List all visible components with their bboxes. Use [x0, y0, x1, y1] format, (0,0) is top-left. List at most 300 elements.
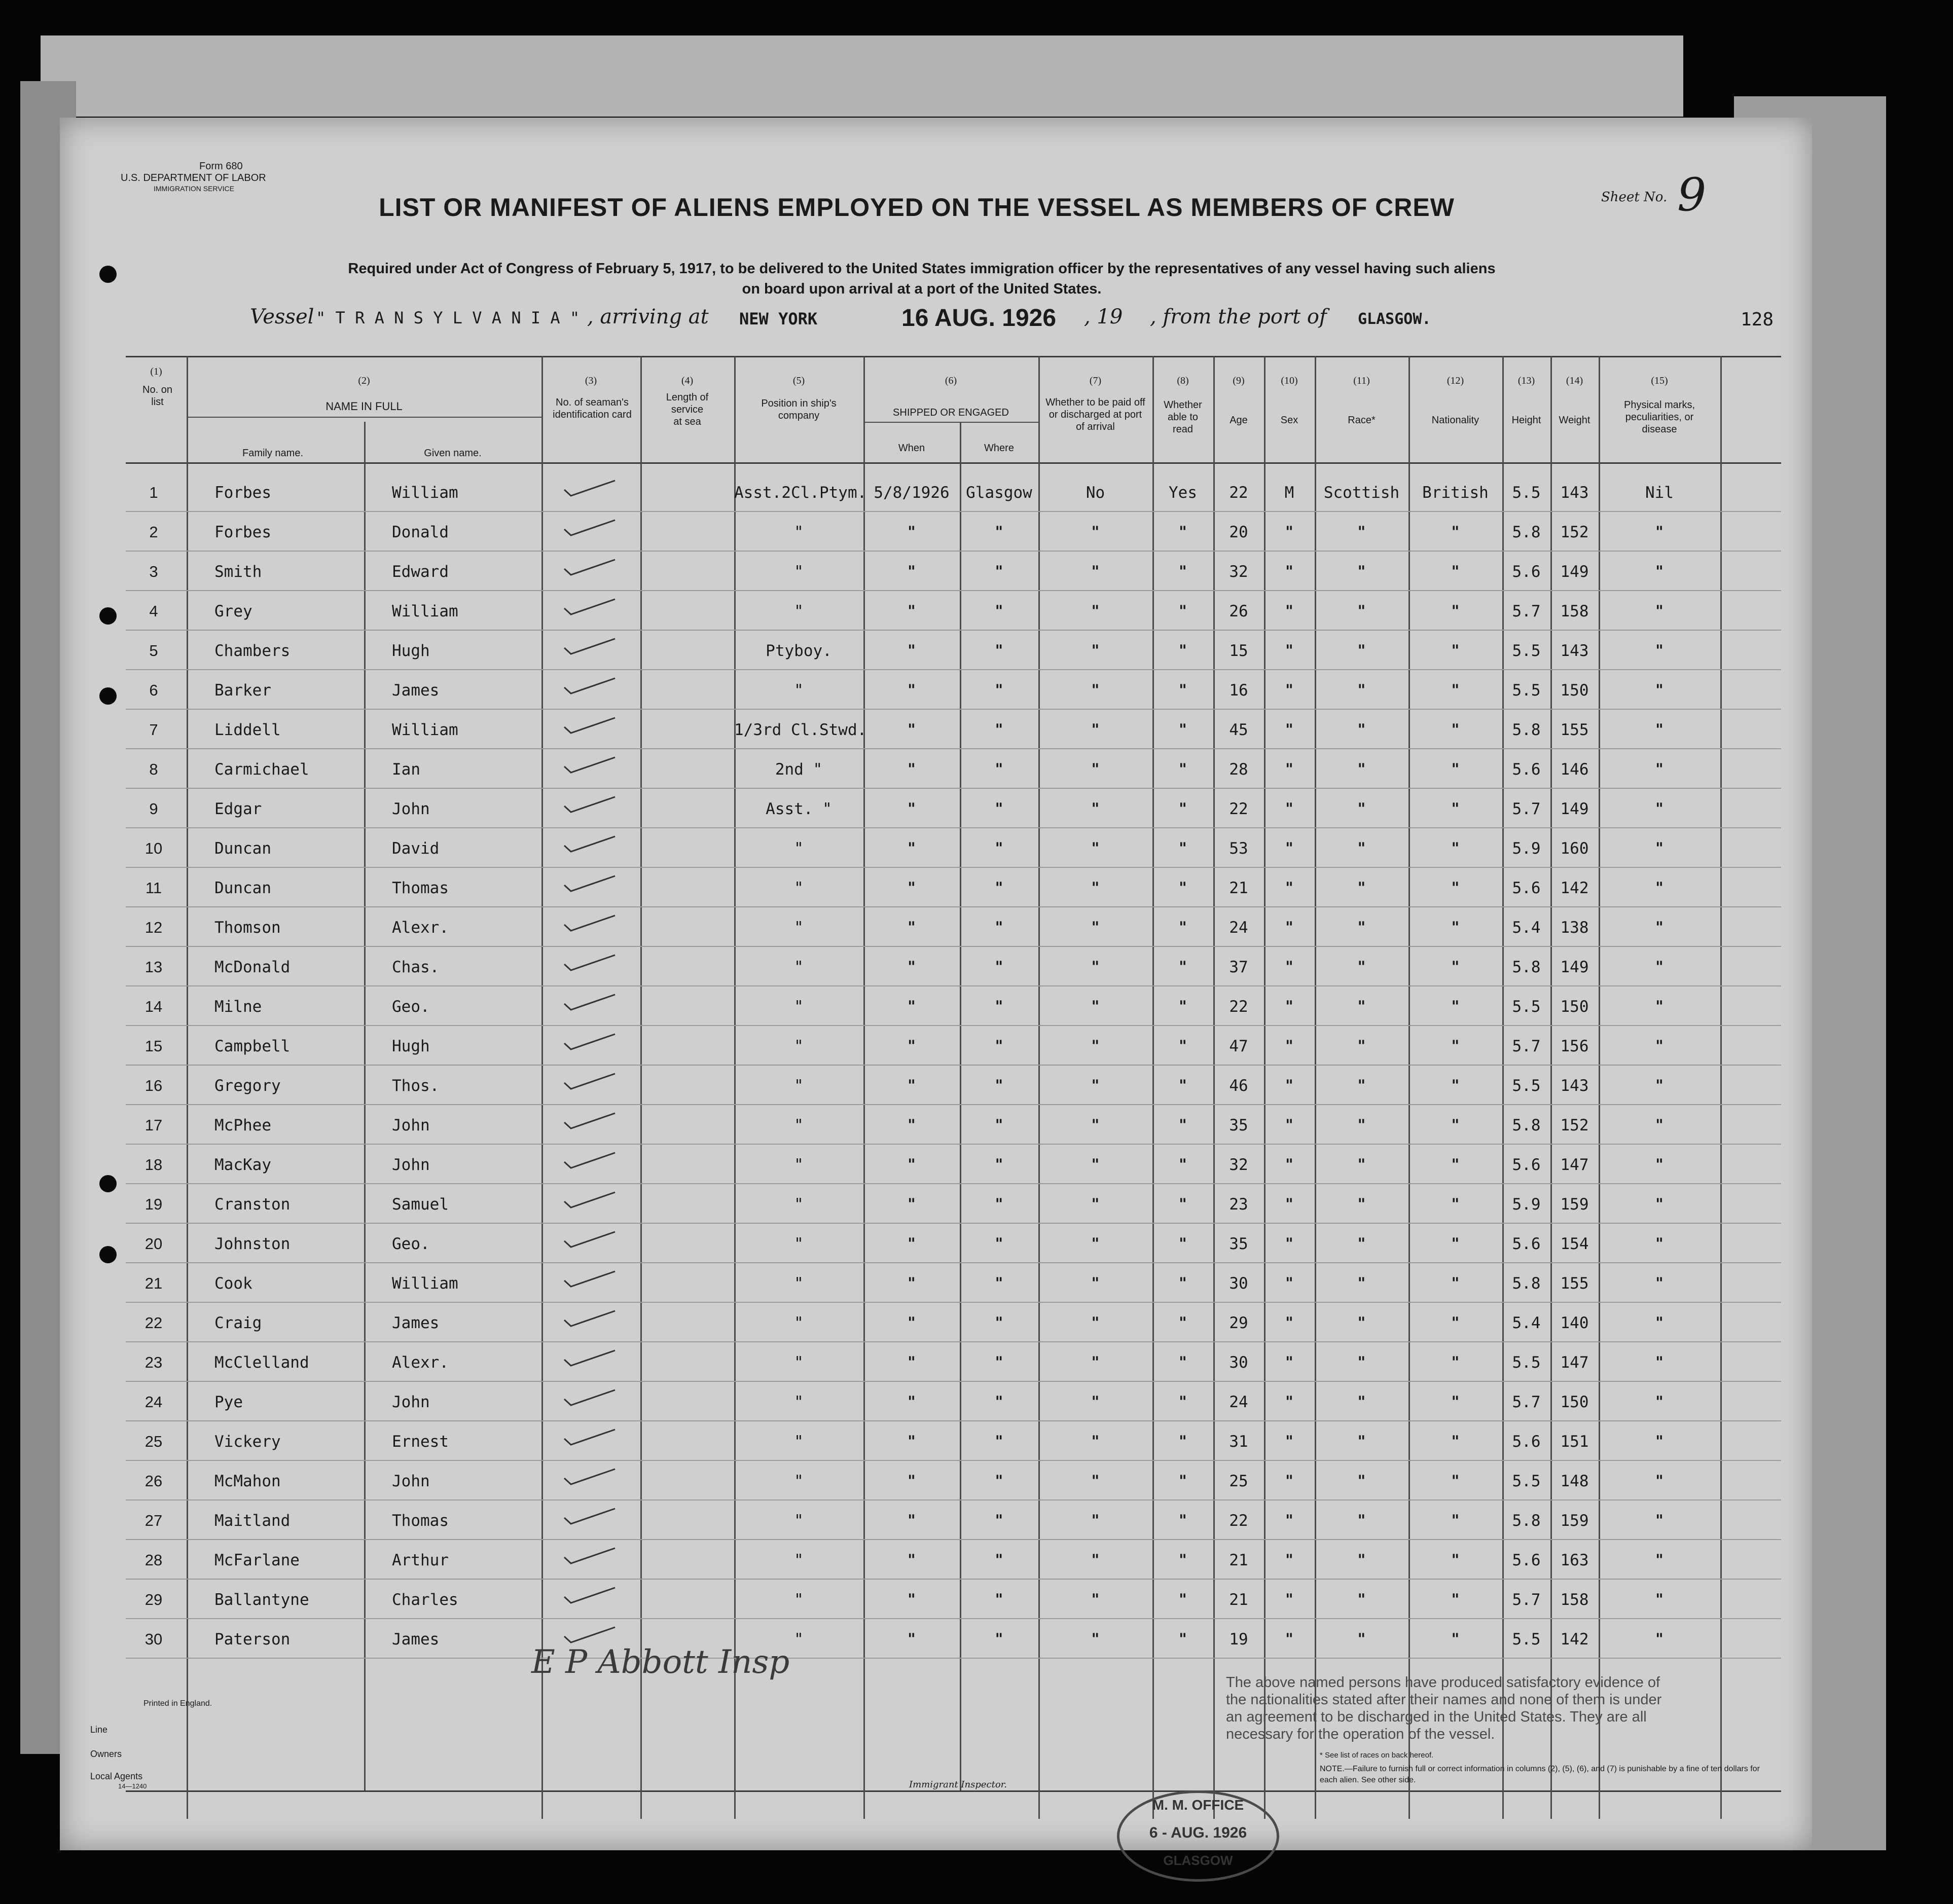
sex: ": [1285, 839, 1293, 857]
table-row: [126, 1105, 1781, 1145]
paid-off: ": [1091, 1512, 1100, 1529]
position: ": [794, 1274, 804, 1293]
age: 22: [1229, 1512, 1248, 1530]
position: ": [794, 1037, 804, 1055]
physical-marks: ": [1655, 721, 1663, 739]
col9-label: Age: [1229, 415, 1248, 426]
given-name: Geo.: [392, 1235, 430, 1253]
physical-marks: ": [1655, 602, 1663, 620]
physical-marks: ": [1655, 958, 1663, 976]
height: 5.5: [1512, 998, 1541, 1016]
race: ": [1357, 1433, 1366, 1450]
physical-marks: ": [1655, 839, 1663, 857]
family-name: Paterson: [214, 1630, 291, 1649]
family-name: Craig: [214, 1314, 262, 1332]
table-row: [126, 631, 1781, 670]
shipped-when: ": [908, 642, 916, 660]
check-mark-icon: [562, 1308, 618, 1328]
col11-num: (11): [1353, 375, 1370, 386]
col1-num: (1): [150, 366, 162, 377]
physical-marks: ": [1655, 681, 1663, 699]
shipped-where: ": [995, 1591, 1003, 1608]
able-to-read: ": [1179, 1551, 1187, 1569]
paid-off: ": [1091, 721, 1100, 739]
stamp-line1: M. M. OFFICE: [1152, 1797, 1244, 1813]
physical-marks: ": [1655, 1512, 1663, 1529]
nationality: ": [1451, 919, 1460, 936]
shipped-when: ": [908, 1512, 916, 1529]
row-number: 14: [144, 998, 163, 1015]
col14-num: (14): [1566, 375, 1583, 386]
age: 25: [1229, 1472, 1248, 1490]
physical-marks: ": [1655, 998, 1663, 1015]
able-to-read: ": [1179, 1195, 1187, 1213]
nationality: ": [1451, 1433, 1460, 1450]
punch-hole: [99, 1175, 117, 1192]
race: ": [1357, 1116, 1366, 1134]
weight: 155: [1560, 1274, 1589, 1293]
position: Asst.2Cl.Ptym.: [734, 484, 867, 502]
nationality: ": [1451, 1630, 1460, 1648]
check-mark-icon: [562, 557, 618, 577]
family-name: McFarlane: [214, 1551, 300, 1569]
shipped-when: ": [908, 563, 916, 580]
given-name: Arthur: [392, 1551, 449, 1569]
shipped-when: ": [908, 1551, 916, 1569]
shipped-where: ": [995, 1314, 1003, 1332]
col1-label: No. on list: [142, 384, 172, 408]
given-name: Thomas: [392, 1512, 449, 1530]
position: ": [794, 602, 804, 620]
weight: 146: [1560, 760, 1589, 779]
check-mark-icon: [562, 1387, 618, 1407]
check-mark-icon: [562, 478, 618, 498]
paid-off: No: [1086, 484, 1105, 502]
arrival-date-stamp: 16 AUG. 1926: [901, 305, 1057, 332]
able-to-read: ": [1179, 919, 1187, 936]
table-row: [126, 1184, 1781, 1224]
shipped-where: ": [995, 1393, 1003, 1411]
nationality: ": [1451, 998, 1460, 1015]
age: 20: [1229, 523, 1248, 541]
subtitle-line1: Required under Act of Congress of February 5, 1917, to be delivered to the United States immigration officer by the representatives of any vessel having such aliens: [348, 261, 1496, 277]
given-name: James: [392, 1314, 440, 1332]
physical-marks: ": [1655, 1591, 1663, 1608]
age: 15: [1229, 642, 1248, 660]
physical-marks: ": [1655, 1314, 1663, 1332]
height: 5.7: [1512, 602, 1541, 620]
position: ": [794, 1512, 804, 1530]
table-row: [126, 512, 1781, 552]
weight: 156: [1560, 1037, 1589, 1055]
age: 32: [1229, 1156, 1248, 1174]
family-name: Vickery: [214, 1433, 281, 1451]
row-number: 9: [149, 800, 158, 818]
form-code: 14—1240: [118, 1782, 147, 1790]
weight: 155: [1560, 721, 1589, 739]
check-mark-icon: [562, 1426, 618, 1447]
height: 5.8: [1512, 1274, 1541, 1293]
age: 35: [1229, 1235, 1248, 1253]
family-name: Milne: [214, 998, 262, 1016]
table-row: [126, 591, 1781, 631]
col2-given-label: Given name.: [424, 448, 482, 459]
family-name: Cook: [214, 1274, 252, 1293]
table-row: [126, 670, 1781, 710]
row-number: 29: [144, 1591, 163, 1608]
nationality: ": [1451, 681, 1460, 699]
paid-off: ": [1091, 879, 1100, 897]
shipped-where: ": [995, 1551, 1003, 1569]
height: 5.8: [1512, 958, 1541, 976]
col15-label: Physical marks, peculiarities, or disease: [1623, 399, 1695, 435]
race: ": [1357, 839, 1366, 857]
nationality: ": [1451, 1235, 1460, 1253]
department: U.S. DEPARTMENT OF LABOR: [121, 172, 266, 184]
family-name: Cranston: [214, 1195, 291, 1214]
age: 22: [1229, 484, 1248, 502]
sex: ": [1285, 1037, 1293, 1055]
sex: ": [1285, 563, 1293, 580]
race: ": [1357, 879, 1366, 897]
shipped-where: ": [995, 760, 1003, 778]
col5-num: (5): [792, 375, 805, 386]
row-number: 30: [144, 1630, 163, 1648]
physical-marks: ": [1655, 800, 1663, 818]
shipped-where: ": [995, 563, 1003, 580]
weight: 160: [1560, 839, 1589, 858]
paid-off: ": [1091, 1116, 1100, 1134]
shipped-where: ": [995, 523, 1003, 541]
given-name: Charles: [392, 1591, 458, 1609]
weight: 163: [1560, 1551, 1589, 1569]
age: 24: [1229, 919, 1248, 937]
weight: 147: [1560, 1156, 1589, 1174]
col12-label: Nationality: [1431, 415, 1479, 426]
row-number: 11: [145, 879, 162, 897]
race: ": [1357, 800, 1366, 818]
race: ": [1357, 760, 1366, 778]
from-label: , from the port of: [1150, 305, 1327, 328]
nationality: ": [1451, 1393, 1460, 1411]
stamp-date: 6 - AUG. 1926: [1149, 1824, 1247, 1841]
given-name: Chas.: [392, 958, 440, 976]
weight: 142: [1560, 1630, 1589, 1649]
shipped-where: ": [995, 642, 1003, 660]
family-name: Johnston: [214, 1235, 291, 1253]
races-note: * See list of races on back hereof.: [1320, 1751, 1434, 1760]
year-label: , 19: [1084, 305, 1123, 328]
row-number: 10: [144, 839, 163, 857]
physical-marks: ": [1655, 563, 1663, 580]
nationality: ": [1451, 1156, 1460, 1174]
able-to-read: ": [1179, 523, 1187, 541]
paid-off: ": [1091, 800, 1100, 818]
physical-marks: ": [1655, 523, 1663, 541]
shipped-when: ": [908, 1116, 916, 1134]
shipped-when: ": [908, 1235, 916, 1253]
shipped-where: ": [995, 1235, 1003, 1253]
weight: 150: [1560, 681, 1589, 700]
row-number: 7: [149, 721, 158, 739]
check-mark-icon: [562, 1268, 618, 1289]
row-rule: [126, 1658, 1781, 1659]
age: 19: [1229, 1630, 1248, 1649]
row-number: 4: [149, 602, 158, 620]
sex: ": [1285, 1314, 1293, 1332]
race: ": [1357, 563, 1366, 580]
sheet-label: Sheet No.: [1601, 190, 1668, 205]
shipped-where: ": [995, 879, 1003, 897]
shipped-when: ": [908, 1077, 916, 1094]
age: 37: [1229, 958, 1248, 976]
page-number: 128: [1741, 309, 1774, 330]
line-label: Line: [90, 1725, 108, 1735]
able-to-read: ": [1179, 1037, 1187, 1055]
col12-num: (12): [1446, 375, 1464, 386]
col4-num: (4): [681, 375, 694, 386]
sheet-number: 9: [1677, 168, 1707, 222]
departure-port: GLASGOW.: [1358, 310, 1431, 328]
table-row: [126, 1263, 1781, 1303]
stamp-line3: GLASGOW: [1163, 1853, 1233, 1868]
row-number: 3: [149, 563, 158, 580]
nationality: ": [1451, 1037, 1460, 1055]
position: ": [794, 1156, 804, 1174]
race: ": [1357, 681, 1366, 699]
sex: ": [1285, 1433, 1293, 1450]
shipped-where: ": [995, 681, 1003, 699]
shipped-where: ": [995, 1512, 1003, 1529]
col6-num: (6): [945, 375, 957, 386]
family-name: Ballantyne: [214, 1591, 309, 1609]
table-row: [126, 1461, 1781, 1500]
penalty-note: NOTE.—Failure to furnish full or correct information in columns (2), (5), (6), and (7) is punishable by a fine of ten dollars for each alien. See other side.: [1320, 1765, 1760, 1784]
col7-num: (7): [1089, 375, 1102, 386]
table-row: [126, 789, 1781, 828]
family-name: Maitland: [214, 1512, 291, 1530]
age: 30: [1229, 1274, 1248, 1293]
race: ": [1357, 721, 1366, 739]
able-to-read: ": [1179, 1314, 1187, 1332]
col7-label: Whether to be paid off or discharged at port of arrival: [1045, 397, 1145, 432]
height: 5.7: [1512, 800, 1541, 818]
race: ": [1357, 1630, 1366, 1648]
position: ": [794, 681, 804, 700]
check-mark-icon: [562, 1585, 618, 1605]
race: ": [1357, 1512, 1366, 1529]
shipped-where: ": [995, 839, 1003, 857]
height: 5.7: [1512, 1393, 1541, 1411]
paid-off: ": [1091, 1393, 1100, 1411]
col11-label: Race*: [1348, 415, 1376, 426]
given-name: Alexr.: [392, 1353, 449, 1372]
printed-note: Printed in England.: [143, 1699, 212, 1708]
shipped-when: ": [908, 681, 916, 699]
sex: ": [1285, 1077, 1293, 1094]
physical-marks: ": [1655, 1393, 1663, 1411]
nationality: ": [1451, 1274, 1460, 1292]
family-name: Edgar: [214, 800, 262, 818]
able-to-read: ": [1179, 1591, 1187, 1608]
table-row: [126, 1421, 1781, 1461]
given-name: Ernest: [392, 1433, 449, 1451]
paid-off: ": [1091, 998, 1100, 1015]
nationality: ": [1451, 1512, 1460, 1529]
family-name: Duncan: [214, 879, 271, 897]
physical-marks: ": [1655, 1156, 1663, 1174]
check-mark-icon: [562, 1071, 618, 1091]
given-name: Hugh: [392, 642, 430, 660]
physical-marks: ": [1655, 1274, 1663, 1292]
punch-hole: [99, 607, 117, 625]
weight: 152: [1560, 1116, 1589, 1134]
paid-off: ": [1091, 1156, 1100, 1174]
shipped-where: ": [995, 602, 1003, 620]
weight: 143: [1560, 484, 1589, 502]
sex: ": [1285, 721, 1293, 739]
shipped-when: ": [908, 1433, 916, 1450]
check-mark-icon: [562, 715, 618, 735]
position: Asst. ": [766, 800, 832, 818]
position: ": [794, 839, 804, 858]
shipped-where: ": [995, 1195, 1003, 1213]
shipped-when: ": [908, 1156, 916, 1174]
paid-off: ": [1091, 760, 1100, 778]
shipped-where: ": [995, 1630, 1003, 1648]
col15-num: (15): [1651, 375, 1668, 386]
family-name: McPhee: [214, 1116, 271, 1134]
height: 5.6: [1512, 1551, 1541, 1569]
weight: 143: [1560, 642, 1589, 660]
physical-marks: ": [1655, 919, 1663, 936]
given-name: John: [392, 1472, 430, 1490]
col6-when-label: When: [898, 443, 925, 454]
check-mark-icon: [562, 517, 618, 537]
race: Scottish: [1323, 484, 1400, 502]
row-number: 25: [144, 1433, 163, 1450]
check-mark-icon: [562, 1110, 618, 1130]
sex: ": [1285, 681, 1293, 699]
weight: 158: [1560, 602, 1589, 620]
able-to-read: ": [1179, 958, 1187, 976]
shipped-when: ": [908, 523, 916, 541]
physical-marks: ": [1655, 1433, 1663, 1450]
paid-off: ": [1091, 1630, 1100, 1648]
shipped-when: ": [908, 1353, 916, 1371]
able-to-read: ": [1179, 760, 1187, 778]
row-number: 18: [144, 1156, 163, 1174]
physical-marks: Nil: [1645, 484, 1674, 502]
physical-marks: ": [1655, 1037, 1663, 1055]
back-sheet: [41, 35, 1683, 117]
family-name: MacKay: [214, 1156, 271, 1174]
sex: ": [1285, 1353, 1293, 1371]
able-to-read: ": [1179, 1156, 1187, 1174]
shipped-where: ": [995, 1472, 1003, 1490]
able-to-read: ": [1179, 642, 1187, 660]
table-row: [126, 1224, 1781, 1263]
physical-marks: ": [1655, 1353, 1663, 1371]
nationality: ": [1451, 602, 1460, 620]
given-name: John: [392, 800, 430, 818]
age: 26: [1229, 602, 1248, 620]
check-mark-icon: [562, 754, 618, 775]
check-mark-icon: [562, 1347, 618, 1368]
given-name: Thos.: [392, 1077, 440, 1095]
family-name: Chambers: [214, 642, 291, 660]
nationality: ": [1451, 1353, 1460, 1371]
given-name: Geo.: [392, 998, 430, 1016]
position: 2nd ": [775, 760, 823, 779]
able-to-read: Yes: [1169, 484, 1197, 502]
row-number: 1: [149, 484, 158, 501]
shipped-when: ": [908, 919, 916, 936]
header-rule: [187, 417, 541, 418]
able-to-read: ": [1179, 1116, 1187, 1134]
able-to-read: ": [1179, 1235, 1187, 1253]
shipped-when: ": [908, 1037, 916, 1055]
family-name: Forbes: [214, 484, 271, 502]
shipped-when: ": [908, 839, 916, 857]
family-name: Smith: [214, 563, 262, 581]
family-name: Thomson: [214, 919, 281, 937]
family-name: Forbes: [214, 523, 271, 541]
race: ": [1357, 1472, 1366, 1490]
sex: ": [1285, 602, 1293, 620]
height: 5.8: [1512, 523, 1541, 541]
check-mark-icon: [562, 596, 618, 616]
sex: ": [1285, 958, 1293, 976]
row-number: 12: [144, 919, 163, 936]
nationality: ": [1451, 1472, 1460, 1490]
weight: 149: [1560, 563, 1589, 581]
physical-marks: ": [1655, 760, 1663, 778]
shipped-where: ": [995, 998, 1003, 1015]
check-mark-icon: [562, 912, 618, 933]
able-to-read: ": [1179, 800, 1187, 818]
age: 47: [1229, 1037, 1248, 1055]
paid-off: ": [1091, 642, 1100, 660]
col2-family-label: Family name.: [242, 448, 304, 459]
shipped-when: ": [908, 1630, 916, 1648]
weight: 159: [1560, 1195, 1589, 1214]
shipped-when: ": [908, 800, 916, 818]
age: 22: [1229, 998, 1248, 1016]
paid-off: ": [1091, 1472, 1100, 1490]
able-to-read: ": [1179, 839, 1187, 857]
able-to-read: ": [1179, 1274, 1187, 1292]
service: IMMIGRATION SERVICE: [154, 185, 234, 193]
arriving-label: , arriving at: [587, 305, 709, 328]
nationality: ": [1451, 958, 1460, 976]
given-name: William: [392, 484, 458, 502]
family-name: Duncan: [214, 839, 271, 858]
shipped-when: ": [908, 1472, 916, 1490]
race: ": [1357, 1156, 1366, 1174]
manifest-sheet: [60, 118, 1812, 1868]
nationality-declaration: The above named persons have produced satisfactory evidence of the nationalities stated after their names and none of them is under an agreement to be discharged in the United States. They are all necessary for the operation of the vessel.: [1226, 1674, 1662, 1742]
sex: ": [1285, 1472, 1293, 1490]
shipped-where: ": [995, 800, 1003, 818]
shipped-when: ": [908, 879, 916, 897]
paid-off: ": [1091, 919, 1100, 936]
race: ": [1357, 998, 1366, 1015]
weight: 159: [1560, 1512, 1589, 1530]
paid-off: ": [1091, 563, 1100, 580]
weight: 158: [1560, 1591, 1589, 1609]
height: 5.5: [1512, 681, 1541, 700]
